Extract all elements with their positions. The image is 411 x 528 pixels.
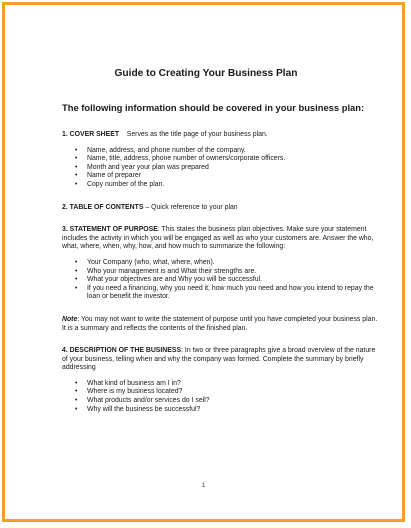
page-frame <box>2 2 405 522</box>
section-paragraph <box>62 316 380 333</box>
list-item: • If you need a financing, why you need it, how much you need and how you intend to repay the loan or benefit the investor. <box>87 285 380 302</box>
list-item: • What products and/or services do I sell? <box>87 397 380 406</box>
page-number: 1 <box>201 482 206 489</box>
list-item: • Copy number of the plan. <box>87 181 380 190</box>
section-paragraph <box>62 226 380 252</box>
section-heading: 2. TABLE OF CONTENTS <box>62 203 144 211</box>
section-paragraph <box>62 347 380 373</box>
section-cover-sheet <box>62 131 380 190</box>
section-paragraph <box>62 204 380 213</box>
document-subtitle: The following information should be covered in your business plan: <box>62 102 365 113</box>
section-heading: 1. COVER SHEET <box>62 131 120 138</box>
list-item: • What your objectives are and Why you will be successful. <box>87 276 380 285</box>
note-label: Note <box>62 315 78 323</box>
bullet-list <box>62 259 380 302</box>
document-page <box>5 5 402 519</box>
section-heading: 4. DESCRIPTION OF THE BUSINESS <box>62 347 182 355</box>
document-title: Guide to Creating Your Business Plan <box>114 68 298 79</box>
list-item: • Name, title, address, phone number of owners/corporate officers. <box>87 155 380 164</box>
note-text: : You may not want to write the statement of purpose until you have completed your business plan. It is a summary and reflects the contents of the finished plan. <box>62 315 378 332</box>
section-statement-of-purpose <box>62 226 380 302</box>
list-item: • What kind of business am I in? <box>87 380 380 389</box>
list-item: • Month and year your plan was prepared <box>87 164 380 173</box>
list-item: • Who your management is and What their strengths are. <box>87 268 380 277</box>
section-text: Serves as the title page of your business plan. <box>126 131 268 138</box>
note-paragraph <box>62 316 380 333</box>
section-text: : In two or three paragraphs give a broad overview of the nature of your business, telling when and why the company was formed. Complete the summary by briefly addressing <box>62 347 376 372</box>
list-item: • Name of preparer <box>87 172 380 181</box>
section-description-of-business <box>62 347 380 414</box>
list-item: • Your Company (who, what, where, when). <box>87 259 380 268</box>
section-text: : This states the business plan objectives. Make sure your statement includes the activity in which you will be engaged as well as who your customers are. Answer the who, what, where, when, why, how, and how much to summarize the following: <box>62 226 374 251</box>
section-heading: 3. STATEMENT OF PURPOSE <box>62 226 158 234</box>
list-item: • Where is my business located? <box>87 388 380 397</box>
bullet-list <box>62 147 380 190</box>
list-item: • Why will the business be successful? <box>87 406 380 415</box>
bullet-list <box>62 380 380 414</box>
section-table-of-contents <box>62 204 380 213</box>
section-text: – Quick reference to your plan <box>143 203 238 211</box>
section-paragraph <box>62 131 380 140</box>
list-item: • Name, address, and phone number of the company. <box>87 147 380 156</box>
